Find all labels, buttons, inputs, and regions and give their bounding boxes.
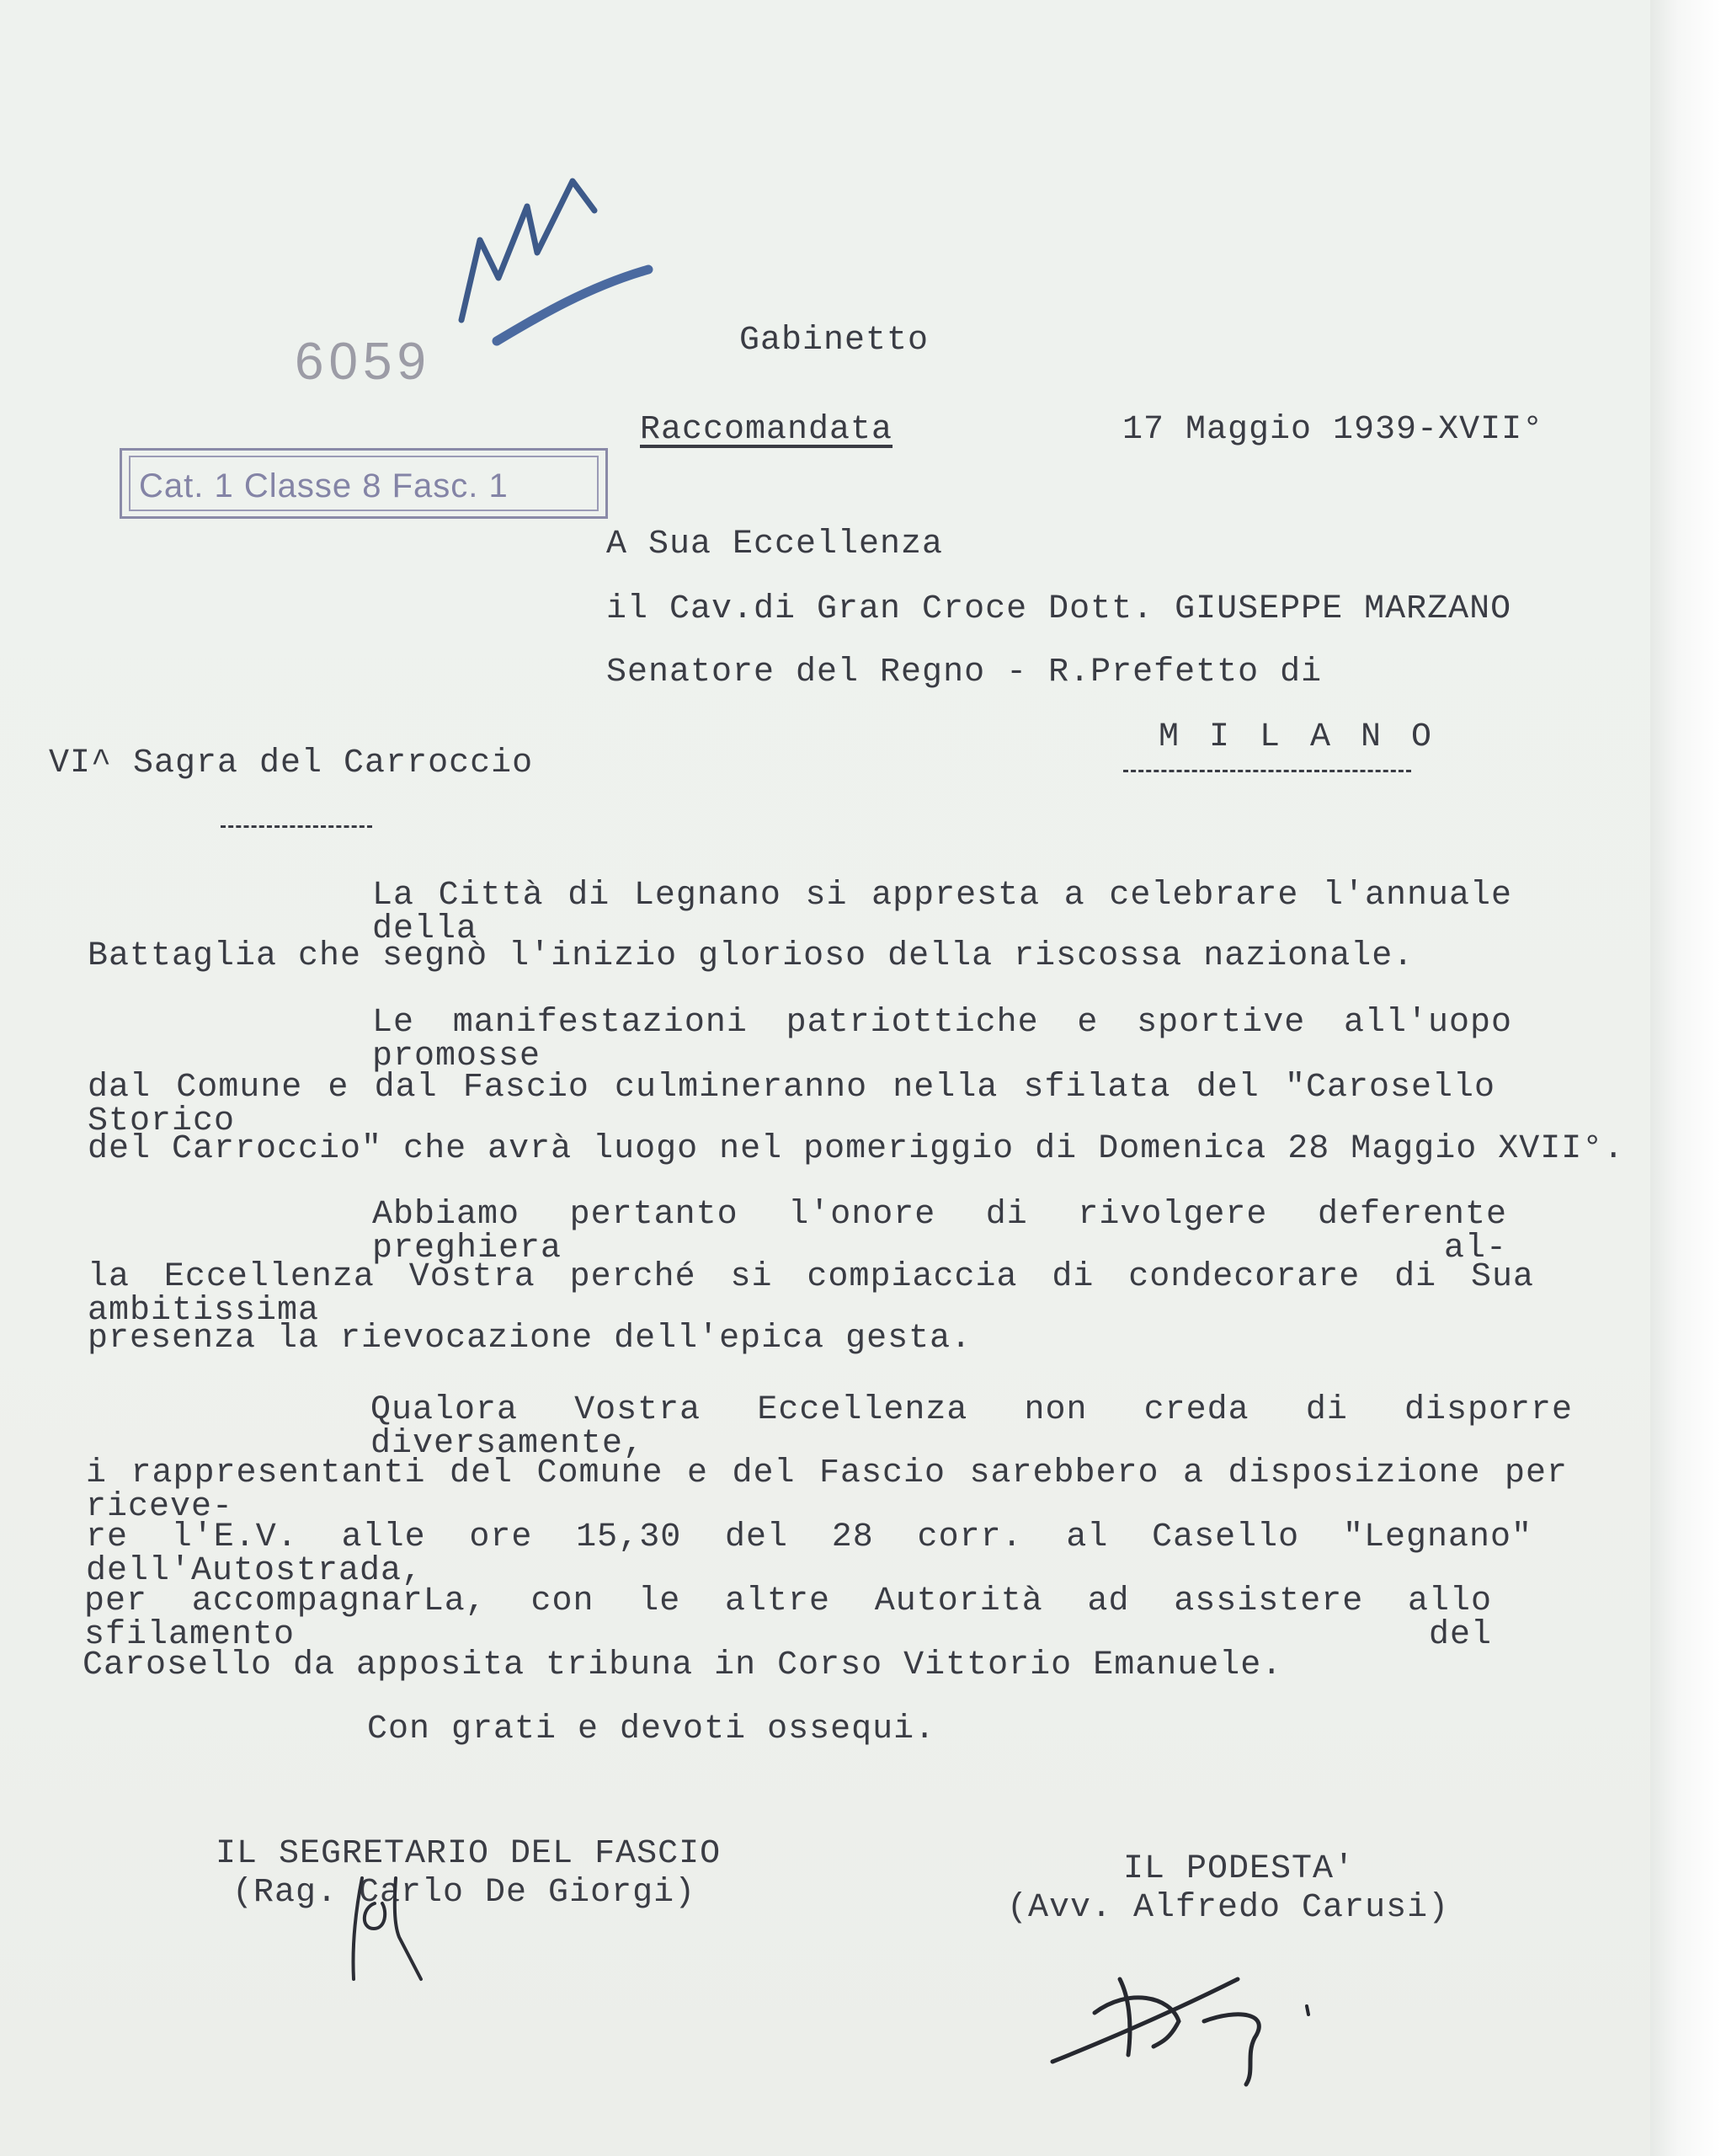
body-line: del Carroccio" che avrà luogo nel pomeriggio di Domenica 28 Maggio XVII°. (88, 1130, 1625, 1168)
closing-line: Con grati e devoti ossequi. (367, 1710, 936, 1748)
handwritten-signature-left (337, 1844, 438, 1988)
body-line: la Eccellenza Vostra perché si compiaccia di condecorare di Sua ambitissima (88, 1258, 1534, 1330)
body-line: Le manifestazioni patriottiche e sportive all'uopo promosse (372, 1004, 1512, 1075)
left-signatory-title: IL SEGRETARIO DEL FASCIO (216, 1835, 722, 1873)
right-signatory-name: (Avv. Alfredo Carusi) (1007, 1889, 1450, 1927)
recipient-city: M I L A N O (1159, 718, 1437, 756)
letter-date: 17 Maggio 1939-XVII° (1122, 411, 1544, 449)
body-line: i rappresentanti del Comune e del Fascio sarebbero a disposizione per riceve- (86, 1454, 1568, 1526)
letter-subject: VI^ Sagra del Carroccio (49, 744, 534, 782)
body-line: per accompagnarLa, con le altre Autorità ad assistere allo sfilamento del (84, 1582, 1492, 1654)
recipient-title: Senatore del Regno - R.Prefetto di (606, 654, 1323, 691)
body-line: dal Comune e dal Fascio culmineranno nella sfilata del "Carosello Storico (88, 1069, 1495, 1140)
body-line: La Città di Legnano si appresta a celebrare l'annuale della (372, 877, 1512, 948)
body-line: Battaglia che segnò l'inizio glorioso della riscossa nazionale. (88, 937, 1415, 975)
page-edge (1650, 0, 1721, 2156)
classification-stamp (120, 448, 608, 519)
delivery-type: Raccomandata (640, 411, 893, 449)
recipient-name: il Cav.di Gran Croce Dott. GIUSEPPE MARZANO (606, 590, 1512, 628)
body-line: presenza la rievocazione dell'epica gesta. (88, 1320, 972, 1358)
handwritten-signature-right (1044, 1962, 1322, 2089)
subject-underline (221, 825, 372, 828)
classification-stamp-text: Cat. 1 Classe 8 Fasc. 1 (139, 467, 509, 504)
body-line: Carosello da apposita tribuna in Corso Vittorio Emanuele. (83, 1646, 1283, 1684)
body-line: Abbiamo pertanto l'onore di rivolgere deferente preghiera al- (372, 1196, 1507, 1267)
body-line: re l'E.V. alle ore 15,30 del 28 corr. al Casello "Legnano" dell'Autostrada, (86, 1518, 1532, 1590)
office-label: Gabinetto (739, 322, 930, 360)
protocol-number-stamp: 6059 (295, 333, 431, 391)
right-signatory-title: IL PODESTA' (1123, 1850, 1356, 1888)
left-signatory-name: (Rag. Carlo De Giorgi) (232, 1874, 696, 1912)
city-underline (1123, 770, 1411, 772)
recipient-salutation: A Sua Eccellenza (606, 526, 944, 563)
handwritten-initials (446, 160, 665, 354)
body-line: Qualora Vostra Eccellenza non creda di disporre diversamente, (370, 1391, 1573, 1463)
